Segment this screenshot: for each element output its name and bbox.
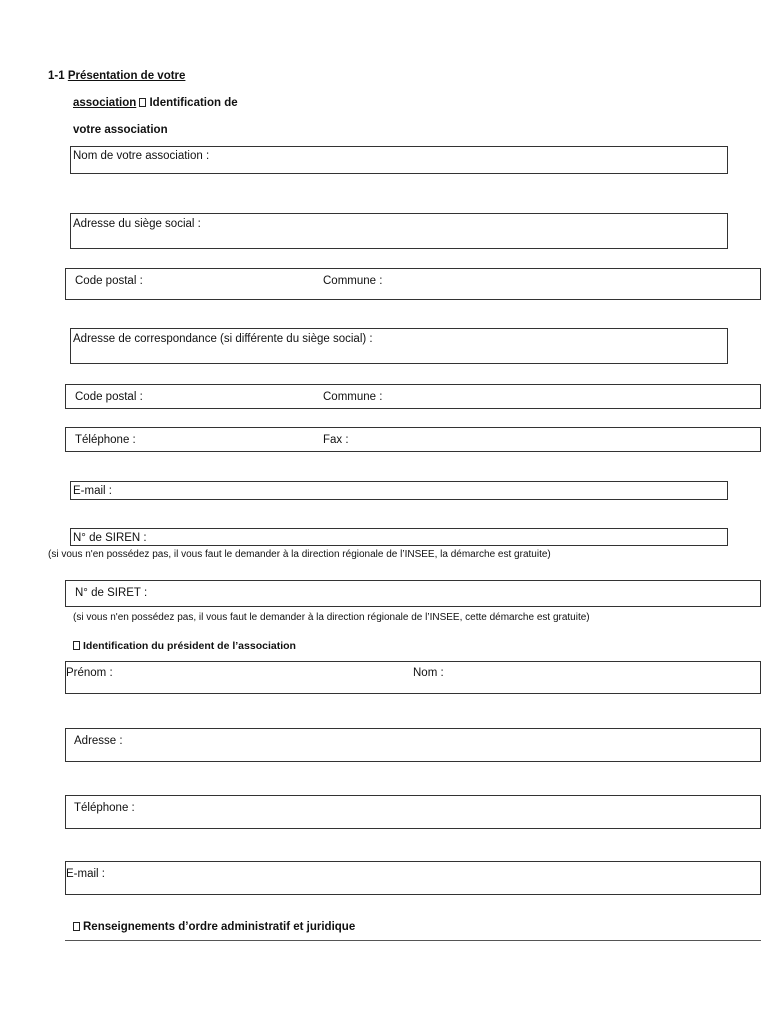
section-title-part4: votre association xyxy=(73,124,168,136)
firstname-label: Prénom : xyxy=(66,667,113,679)
fax-label: Fax : xyxy=(323,434,349,446)
admin-heading-rule xyxy=(65,940,761,941)
phone-label: Téléphone : xyxy=(75,434,136,446)
postal-commune-field[interactable] xyxy=(65,268,761,300)
siren-field[interactable] xyxy=(70,528,728,546)
siret-field[interactable] xyxy=(65,580,761,607)
checkbox-icon xyxy=(139,98,146,107)
email-label: E-mail : xyxy=(73,485,112,497)
admin-heading xyxy=(73,920,355,934)
section-title-part2: association xyxy=(73,97,137,109)
president-email-field[interactable] xyxy=(65,861,761,895)
siret-note: (si vous n'en possédez pas, il vous faut le demander à la direction régionale de l’INSEE, cette démarche est gratuite) xyxy=(73,612,590,623)
checkbox-icon xyxy=(73,922,80,931)
section-title-part1: Présentation de votre xyxy=(67,70,186,82)
section-number: 1-1 xyxy=(48,70,65,82)
section-heading-line2 xyxy=(73,96,238,110)
president-phone-label: Téléphone : xyxy=(74,802,135,814)
association-name-field[interactable] xyxy=(70,146,728,174)
commune-label-2: Commune : xyxy=(323,391,383,403)
phone-fax-field[interactable] xyxy=(65,427,761,452)
correspondence-address-label: Adresse de correspondance (si différente du siège social) : xyxy=(73,333,373,345)
checkbox-icon xyxy=(73,641,80,650)
admin-heading-text: Renseignements d’ordre administratif et juridique xyxy=(83,921,356,933)
president-name-field[interactable] xyxy=(65,661,761,694)
association-name-label: Nom de votre association : xyxy=(73,150,210,162)
correspondence-address-field[interactable] xyxy=(70,328,728,364)
section-heading xyxy=(48,69,185,83)
postal-code-label: Code postal : xyxy=(75,275,143,287)
postal-code-label-2: Code postal : xyxy=(75,391,143,403)
president-email-label: E-mail : xyxy=(66,868,105,880)
commune-label: Commune : xyxy=(323,275,383,287)
siren-label: N° de SIREN : xyxy=(73,532,147,544)
president-heading xyxy=(73,639,296,653)
lastname-label: Nom : xyxy=(413,667,444,679)
siren-note: (si vous n'en possédez pas, il vous faut le demander à la direction régionale de l’INSEE, la démarche est gratuite) xyxy=(48,549,551,560)
siret-label: N° de SIRET : xyxy=(75,587,148,599)
president-phone-field[interactable] xyxy=(65,795,761,829)
head-office-address-label: Adresse du siège social : xyxy=(73,218,201,230)
head-office-address-field[interactable] xyxy=(70,213,728,249)
president-address-label: Adresse : xyxy=(74,735,123,747)
postal-commune-field-2[interactable] xyxy=(65,384,761,409)
president-heading-text: Identification du président de l’association xyxy=(83,640,296,652)
section-title-part3: Identification de xyxy=(149,97,238,109)
president-address-field[interactable] xyxy=(65,728,761,762)
email-field[interactable] xyxy=(70,481,728,500)
